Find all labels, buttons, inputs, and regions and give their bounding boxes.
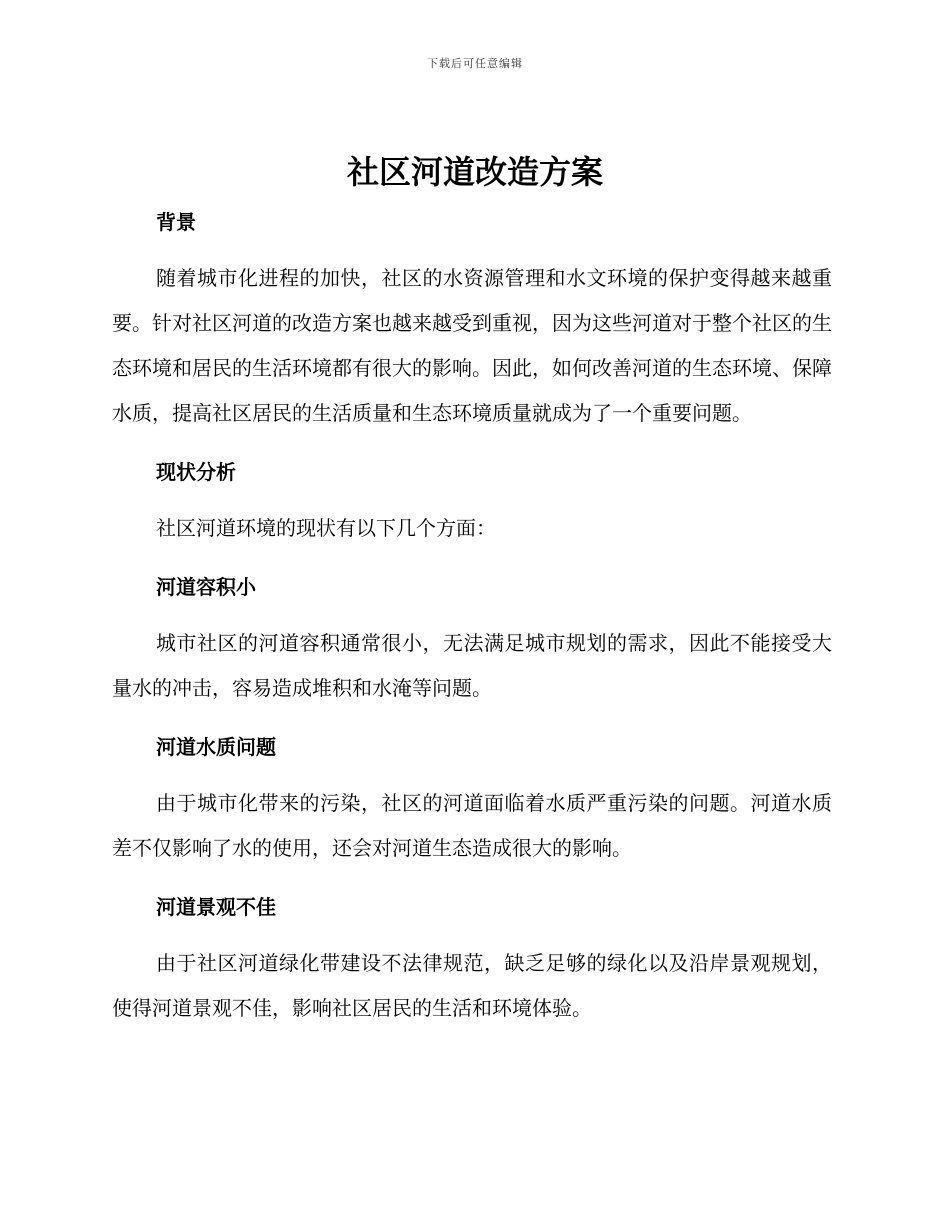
section-heading-background: 背景 <box>156 210 196 234</box>
section-heading-status: 现状分析 <box>156 460 236 484</box>
section-heading-water-quality: 河道水质问题 <box>156 735 276 759</box>
section-heading-capacity: 河道容积小 <box>156 575 256 599</box>
section-heading-landscape: 河道景观不佳 <box>156 895 276 919</box>
document-title: 社区河道改造方案 <box>346 153 603 191</box>
paragraph-water-quality: 由于城市化带来的污染，社区的河道面临着水质严重污染的问题。河道水质差不仅影响了水的使用，还会对河道生态造成很大的影响。 <box>112 791 832 860</box>
header-note: 下载后可任意编辑 <box>427 57 523 70</box>
paragraph-status-intro: 社区河道环境的现状有以下几个方面： <box>156 516 496 540</box>
paragraph-landscape: 由于社区河道绿化带建设不法律规范，缺乏足够的绿化以及沿岸景观规划，使得河道景观不佳，影响社区居民的生活和环境体验。 <box>112 951 832 1020</box>
paragraph-background: 随着城市化进程的加快，社区的水资源管理和水文环境的保护变得越来越重要。针对社区河道的改造方案也越来越受到重视，因为这些河道对于整个社区的生态环境和居民的生活环境都有很大的影响。因此，如何改善河道的生态环境、保障水质，提高社区居民的生活质量和生态环境质量就成为了一个重要问题。 <box>112 266 832 425</box>
document-body <box>112 200 832 1031</box>
paragraph-capacity: 城市社区的河道容积通常很小，无法满足城市规划的需求，因此不能接受大量水的冲击，容易造成堆积和水淹等问题。 <box>112 631 832 700</box>
